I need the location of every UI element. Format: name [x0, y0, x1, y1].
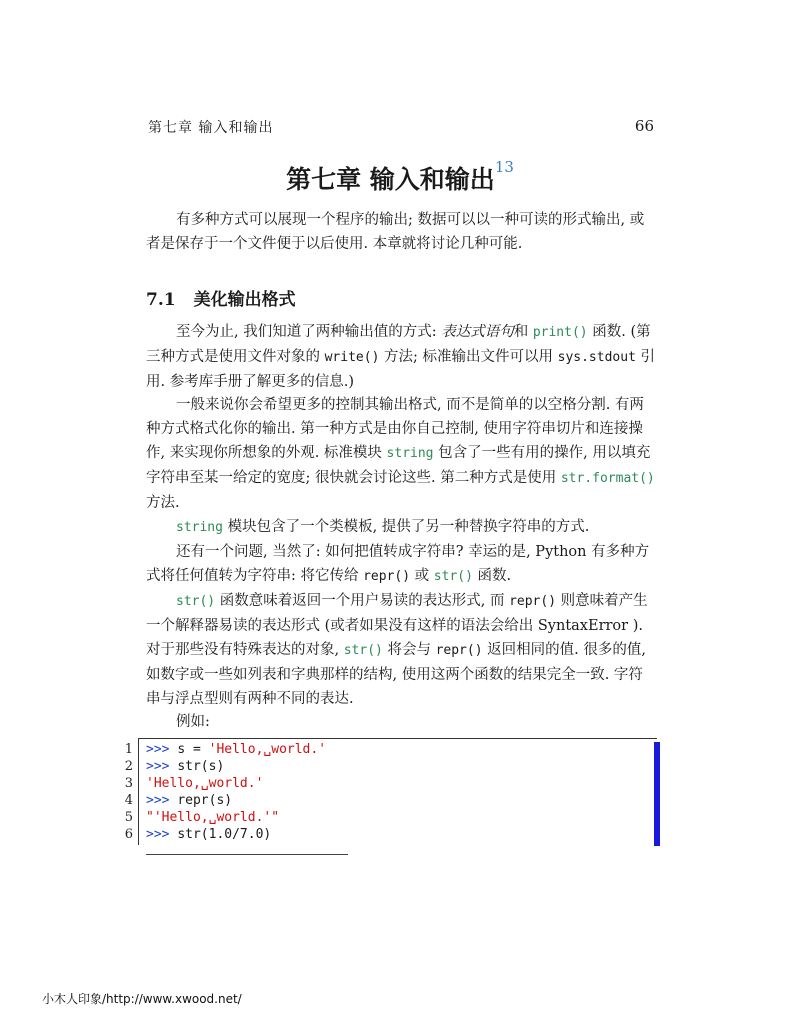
code-token: s =	[177, 742, 209, 757]
intro-line-1: 有多种方式可以展现一个程序的输出; 数据可以以一种可读的形式输	[176, 212, 606, 228]
emphasis: 表达式语句	[441, 324, 514, 340]
footnote-rule	[146, 854, 348, 855]
text: 方法.	[146, 495, 180, 511]
footnote-mark[interactable]: 13	[494, 158, 514, 176]
prompt: >>>	[146, 742, 178, 757]
inline-code-link[interactable]: str.format()	[560, 471, 655, 486]
text: 则意味着产生一个解释器易读的表达形式 (或者如果没有这样的语法会给出 SyntaxError ). 对于那些没有特殊表达的对象,	[146, 593, 648, 658]
chapter-title	[0, 160, 800, 196]
code-token: str(s)	[177, 759, 225, 774]
line-number: 5	[124, 810, 133, 825]
code-text	[146, 759, 224, 774]
section-number: 7.1	[146, 290, 176, 310]
inline-code: repr()	[435, 643, 483, 658]
inline-code-link[interactable]: str()	[343, 643, 383, 658]
inline-code: write()	[324, 350, 380, 365]
intro-line-2: 出, 或者是保存于一个文件便于以后使用. 本章就将讨论几种可能.	[146, 212, 645, 252]
line-number: 3	[124, 776, 133, 791]
paragraph-4	[146, 540, 656, 589]
section-title: 美化输出格式	[193, 290, 296, 310]
text: 模块包含了一个类模板, 提供了另一种替换字符串的方式.	[222, 519, 590, 535]
text: 和	[513, 324, 533, 340]
code-listing	[120, 738, 660, 846]
text: 引用. 参考库手册了解更多的信息.)	[146, 349, 656, 390]
text: 至今为止, 我们知道了两种输出值的方式:	[176, 324, 442, 340]
inline-code-link[interactable]: str()	[176, 594, 216, 609]
line-number: 2	[124, 759, 133, 774]
paragraph-3	[146, 515, 656, 540]
running-header	[148, 117, 654, 139]
section-heading	[146, 285, 296, 310]
page-number: 66	[634, 117, 654, 135]
text: 将会与	[382, 642, 436, 658]
code-token: repr(s)	[177, 793, 233, 808]
inline-code: repr()	[509, 594, 557, 609]
line-number: 4	[124, 793, 133, 808]
header-chapter: 第七章 输入和输出	[148, 120, 274, 136]
prompt: >>>	[146, 759, 178, 774]
text: 函数. (第三种方式是使用文件对象的	[146, 324, 651, 365]
inline-code-link[interactable]: str()	[433, 569, 473, 584]
chapter-title-text: 第七章 输入和输出	[286, 165, 495, 194]
inline-code: repr()	[363, 569, 411, 584]
intro-paragraph	[146, 208, 656, 256]
string-literal: "'Hello,␣world.'"	[146, 810, 280, 825]
code-token: str(1.0/7.0)	[177, 827, 272, 842]
code-scroll-bar	[654, 742, 660, 846]
paragraph-5	[146, 589, 656, 711]
text: 方法; 标准输出文件可以用	[379, 349, 558, 365]
paragraph-2	[146, 393, 656, 515]
string-literal: 'Hello,␣world.'	[146, 776, 264, 791]
inline-code-link[interactable]: string	[386, 446, 434, 461]
string-literal: 'Hello,␣world.'	[208, 742, 327, 757]
inline-code-link[interactable]: string	[176, 520, 223, 535]
paragraph-6: 例如:	[176, 714, 210, 730]
paragraph-1	[146, 320, 656, 394]
text: 还有一个问题, 当然了: 如何把值转成字符串? 幸运的是, Python 有多种方式将任何值转为字符串: 将它传给	[146, 544, 650, 584]
inline-code-link[interactable]: print()	[532, 325, 588, 340]
prompt: >>>	[146, 827, 178, 842]
code-text	[146, 776, 263, 791]
text: 返回相同的值. 很多的值, 如数字或一些如列表和字典那样的结构, 使用这两个函数的结果完全一致. 字符串与浮点型则有两种不同的表达.	[146, 642, 646, 707]
line-number: 1	[124, 742, 133, 757]
text: 或	[410, 568, 434, 584]
watermark: 小木人印象/http://www.xwood.net/	[42, 992, 242, 1006]
text: 函数意味着返回一个用户易读的表达形式, 而	[215, 593, 510, 609]
line-number: 6	[124, 827, 133, 842]
text: 一般来说你会希望更多的控制其输出格式, 而不是简单的以空格分割. 有两种方式格式化你的输出. 第一种方式是由你自己控制, 使用字符串切片和连接操作, 来实现你所想象的外观. 标准模块	[146, 397, 644, 461]
code-text	[146, 742, 326, 757]
text: 函数.	[472, 568, 512, 584]
code-text	[146, 827, 271, 842]
prompt: >>>	[146, 793, 178, 808]
text: 包含了一些有用的操作, 用以填充字符串至某一给定的宽度; 很快就会讨论这些. 第二种方式是使用	[146, 445, 651, 486]
code-text	[146, 793, 232, 808]
inline-code: sys.stdout	[557, 350, 636, 365]
code-text	[146, 810, 279, 825]
